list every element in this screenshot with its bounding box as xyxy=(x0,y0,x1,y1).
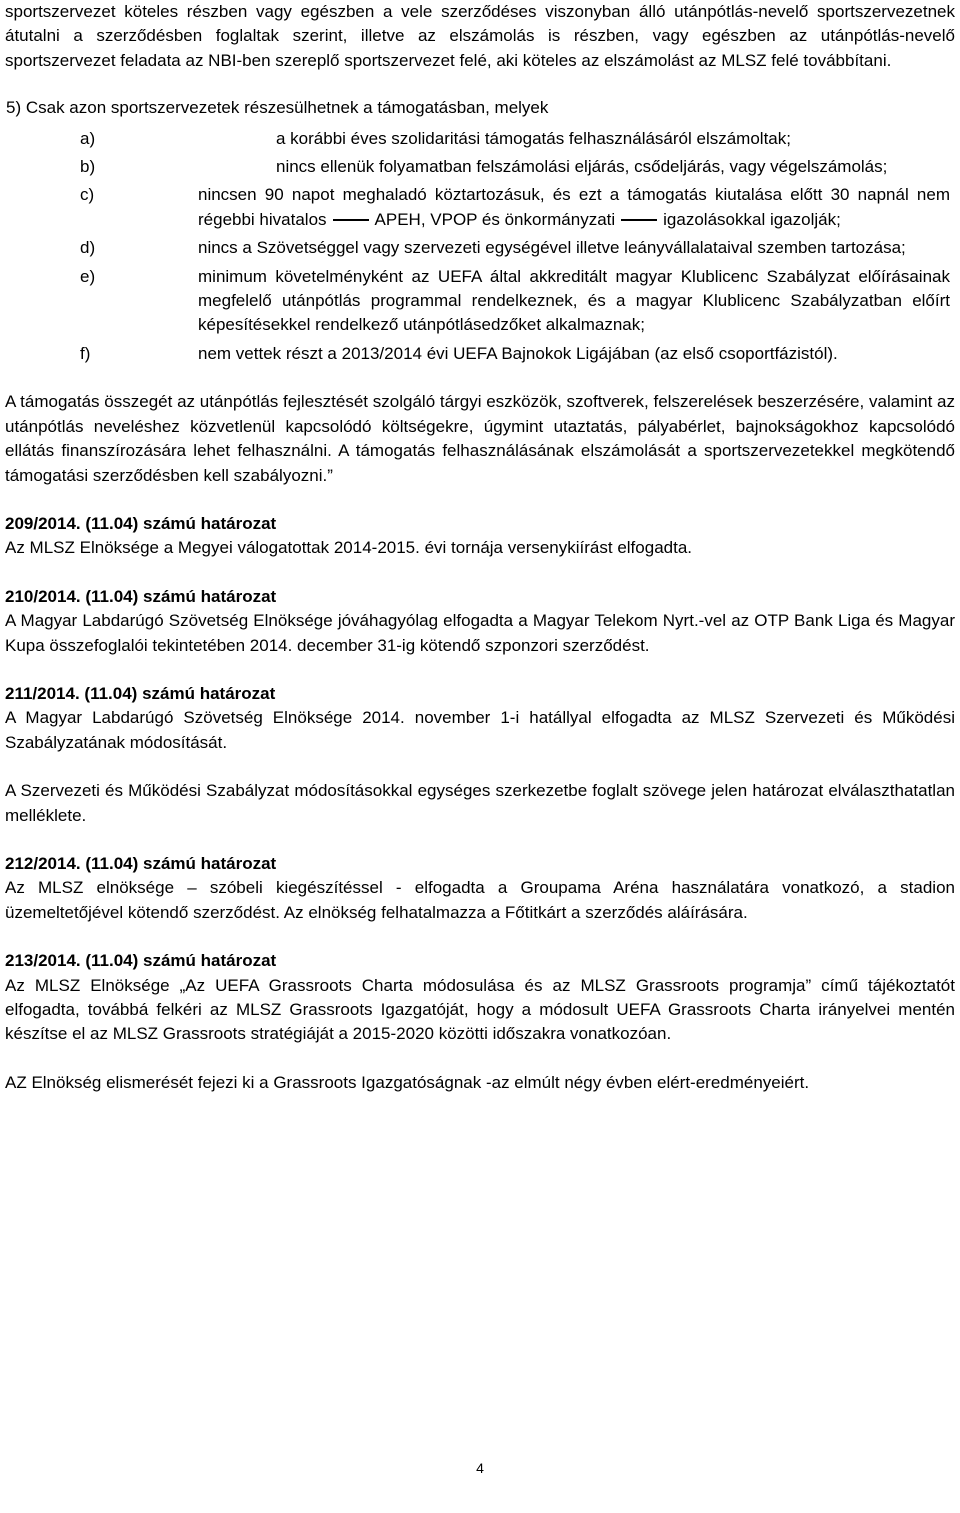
list-label: a) xyxy=(80,128,96,148)
list-label: f) xyxy=(80,343,91,363)
resolution-heading: 211/2014. (11.04) számú határozat xyxy=(5,683,276,703)
resolution-text: Az MLSZ elnöksége – szóbeli kiegészítéssel - elfogadta a Groupama Aréna használatára vonatkozó, a stadion üzemeltetőjével kötendő szerződést. Az elnökség felhatalmazza a Főtitkárt a szerződés aláírására. xyxy=(5,878,955,922)
resolution-text: A Magyar Labdarúgó Szövetség Elnöksége 2014. november 1-i hatállyal elfogadta az MLSZ Szervezeti és Működési Szabályzatának módosítását. xyxy=(5,708,955,752)
resolution-heading: 210/2014. (11.04) számú határozat xyxy=(5,586,277,606)
support-paragraph: A támogatás összegét az utánpótlás fejlesztését szolgáló tárgyi eszközök, szoftverek, felszerelések beszerzésére, valamint az utánpótlás neveléshez közvetlenül kapcsolódó költségekre, úgymint utaztatás, pályabérlet, bajnokságokhoz kapcsolódó ellátás finanszírozására lehet felhasználni. A támogatás felhasználásának elszámolását a sportszervezetekkel megkötendő támogatási szerződésben kell szabályozni.” xyxy=(5,392,955,485)
point-5-list xyxy=(80,127,950,367)
list-text: nincs ellenük folyamatban felszámolási eljárás, csődeljárás, vagy végelszámolás; xyxy=(276,157,888,177)
resolution-text: Az MLSZ Elnöksége „Az UEFA Grassroots Charta módosulása és az MLSZ Grassroots programja” című tájékoztatót elfogadta, továbbá felkéri az MLSZ Grassroots Igazgatóját, hogy a módosult UEFA Grassroots Charta irányelvei mentén készítse el az MLSZ Grassroots stratégiáját a 2015-2020 közötti időszakra vonatkozóan. xyxy=(5,975,955,1044)
list-item-e xyxy=(80,265,950,338)
resolution-209 xyxy=(5,512,955,561)
resolution-heading: 209/2014. (11.04) számú határozat xyxy=(5,513,277,533)
resolution-text: A Szervezeti és Működési Szabályzat módosításokkal egységes szerkezetbe foglalt szövege jelen határozat elválaszthatatlan melléklete. xyxy=(5,781,955,825)
resolution-text: AZ Elnökség elismerését fejezi ki a Grassroots Igazgatóságnak -az elmúlt négy évben elért-eredményeiért. xyxy=(5,1072,810,1092)
list-item-c xyxy=(80,183,950,232)
resolution-text: Az MLSZ Elnöksége a Megyei válogatottak 2014-2015. évi tornája versenykiírást elfogadta. xyxy=(5,538,692,558)
list-text: a korábbi éves szolidaritási támogatás felhasználásáról elszámoltak; xyxy=(276,128,791,148)
list-text: minimum követelményként az UEFA által akkreditált magyar Klublicenc Szabályzat előírásainak megfelelő utánpótlás programmal rendelkeznek, és a magyar Klublicenc Szabályzatban előírt képesítésekkel rendelkező utánpótlásedzőket alkalmaznak; xyxy=(198,266,950,335)
list-item-f xyxy=(80,342,950,366)
list-text: nincsen 90 napot meghaladó köztartozásuk, és ezt a támogatás kiutalása előtt 30 napnál nem régebbi hivatalos xyxy=(198,185,950,229)
list-text: nem vettek részt a 2013/2014 évi UEFA Bajnokok Ligájában (az első csoportfázistól). xyxy=(198,343,838,363)
list-text: nincs a Szövetséggel vagy szervezeti egységével illetve leányvállalataival szemben tartozása; xyxy=(198,238,906,258)
list-label: d) xyxy=(80,238,96,258)
list-item-d xyxy=(80,236,950,260)
list-label: e) xyxy=(80,266,96,286)
resolution-213-acknowledgement xyxy=(5,1071,955,1095)
page-number: 4 xyxy=(476,1460,484,1476)
resolution-text: A Magyar Labdarúgó Szövetség Elnöksége jóváhagyólag elfogadta a Magyar Telekom Nyrt.-vel az OTP Bank Liga és Magyar Kupa összefoglalói tekintetében 2014. december 31-ig kötendő szponzori szerződést. xyxy=(5,611,955,655)
document-page xyxy=(5,0,955,1095)
list-label: c) xyxy=(80,185,95,205)
list-item-b xyxy=(80,155,950,179)
resolution-heading: 212/2014. (11.04) számú határozat xyxy=(5,853,277,873)
list-label: b) xyxy=(80,157,96,177)
resolution-212 xyxy=(5,852,955,925)
intro-paragraph: sportszervezet köteles részben vagy egészben a vele szerződéses viszonyban álló utánpótlás-nevelő sportszervezetnek átutalni a szerződésben foglaltak szerint, illetve az elszámolás is részben, vagy egészben az utánpótlás-nevelő sportszervezet feladata az NBI-ben szereplő sportszervezet felé, aki köteles az elszámolást az MLSZ felé továbbítani. xyxy=(5,2,955,70)
list-item-a xyxy=(80,127,950,151)
resolution-213 xyxy=(5,949,955,1047)
dash-line xyxy=(621,219,657,221)
resolution-211 xyxy=(5,682,955,755)
list-text: igazolásokkal igazolják; xyxy=(663,209,841,229)
dash-line xyxy=(333,219,369,221)
list-text: APEH, VPOP és önkormányzati xyxy=(374,209,616,229)
resolution-211-annex xyxy=(5,779,955,828)
point-5-heading: 5) Csak azon sportszervezetek részesülhetnek a támogatásban, melyek xyxy=(6,98,549,118)
resolution-heading: 213/2014. (11.04) számú határozat xyxy=(5,951,277,971)
resolution-210 xyxy=(5,585,955,658)
